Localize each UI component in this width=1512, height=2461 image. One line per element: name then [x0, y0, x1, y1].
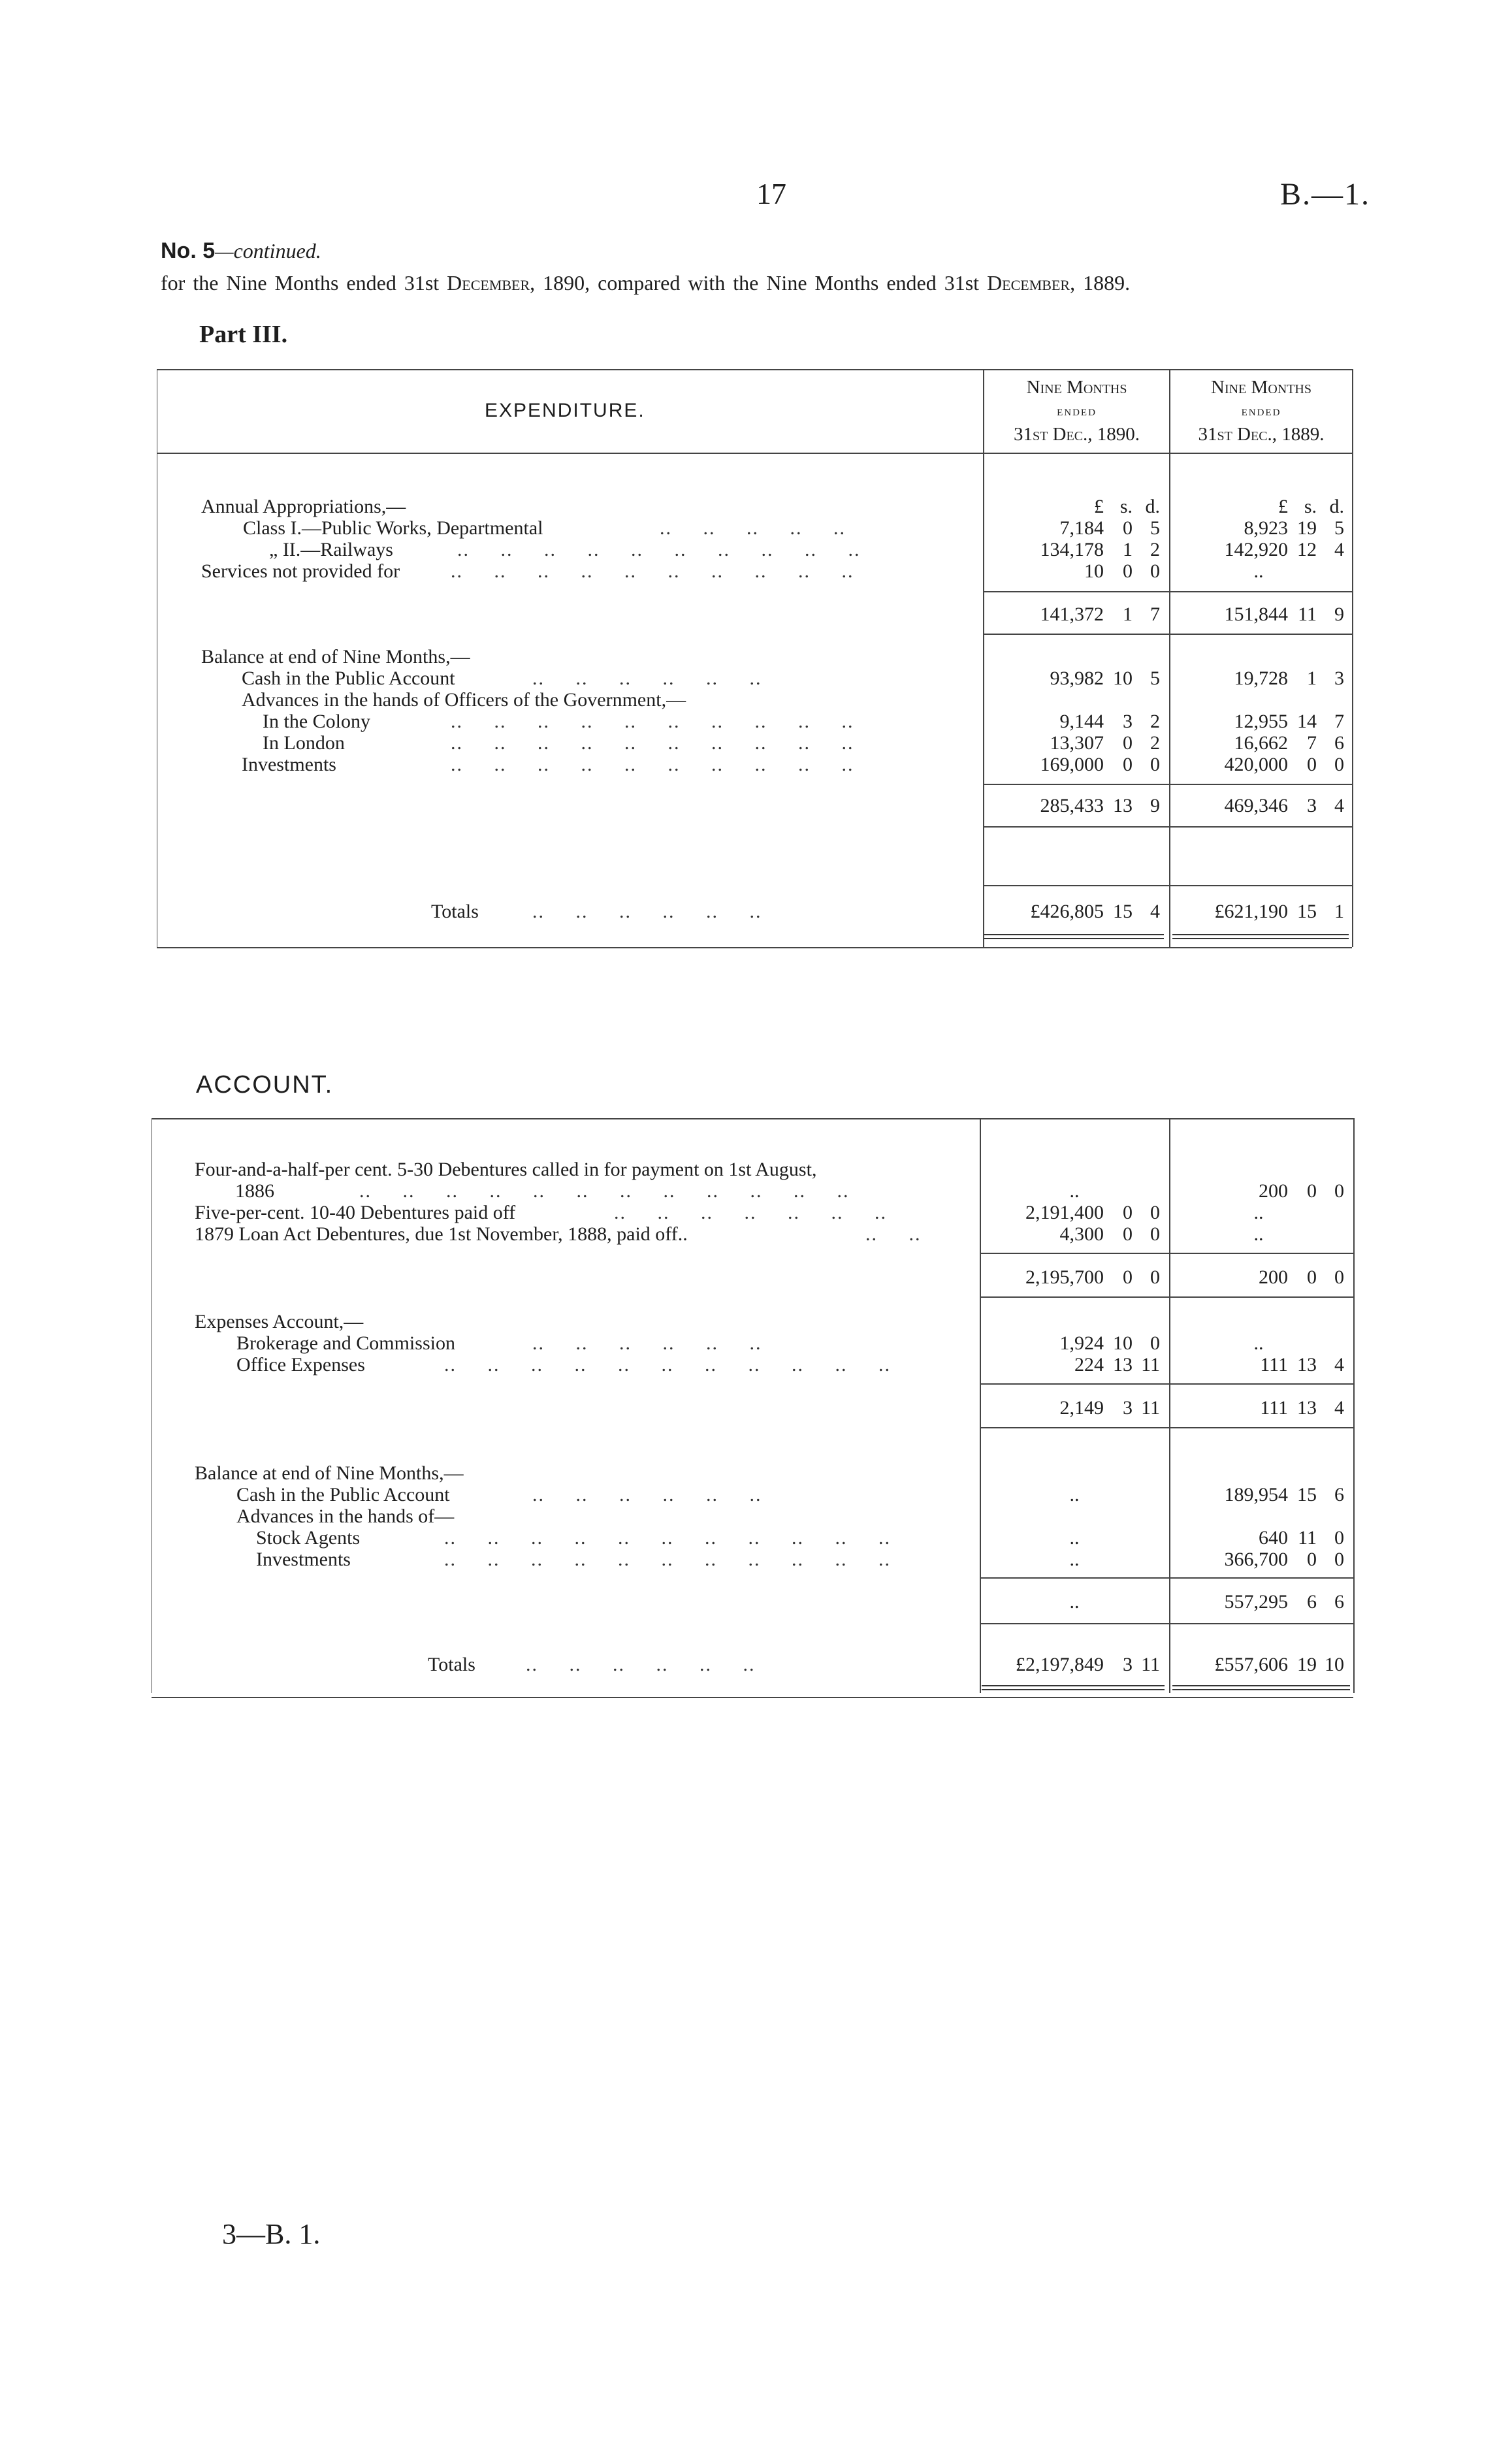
- pence: 0: [1334, 1527, 1344, 1549]
- pounds: 19,728: [1234, 668, 1288, 689]
- subtitle-month-2: December: [987, 271, 1070, 295]
- amount-class2-1889: [1174, 539, 1344, 560]
- leader-dots: .. .. .. .. .. ..: [532, 668, 762, 689]
- pounds: 1,924: [1059, 1332, 1104, 1354]
- amount-five-pct-1889: ..: [1253, 1202, 1264, 1223]
- part-heading: Part III.: [199, 321, 288, 348]
- shillings: 13: [1113, 795, 1133, 816]
- pounds: 8,923: [1244, 517, 1288, 539]
- row-label-five-pct: Five-per-cent. 10-40 Debentures paid off: [195, 1202, 516, 1223]
- shillings: 7: [1307, 732, 1317, 754]
- pence: 11: [1141, 1654, 1160, 1675]
- leader-dots: .. .. .. .. .. .. .. .. .. ..: [451, 711, 854, 732]
- pounds: 469,346: [1224, 795, 1288, 816]
- row-label-cash: Cash in the Public Account: [236, 1484, 450, 1505]
- shillings: 13: [1297, 1397, 1317, 1419]
- pence: 4: [1334, 539, 1344, 560]
- subtitle-part-a: for the Nine Months ended 31st: [161, 271, 447, 295]
- leader-dots: .. .. .. .. .. .. .. .. .. ..: [451, 560, 854, 582]
- pounds: 7,184: [1059, 517, 1104, 539]
- row-label-investments: Investments: [256, 1549, 351, 1570]
- pounds: 640: [1259, 1527, 1288, 1549]
- pounds: 142,920: [1224, 539, 1288, 560]
- pounds: 420,000: [1224, 754, 1288, 775]
- column-header-1890: [984, 376, 1169, 446]
- pence: 3: [1334, 668, 1344, 689]
- row-label-services: Services not provided for: [201, 560, 400, 582]
- col2-line1: Nine Months: [1211, 377, 1311, 398]
- subtotal-rule: [980, 1577, 1353, 1579]
- pounds: 13,307: [1050, 732, 1104, 754]
- units-row-1890: [989, 496, 1160, 517]
- amount-investments-1890: [989, 754, 1160, 775]
- shillings: 1: [1123, 539, 1133, 560]
- pounds: 111: [1260, 1354, 1288, 1375]
- leader-dots: .. .. .. .. .. .. .. .. .. ..: [451, 732, 854, 754]
- subtotal-rule: [980, 1253, 1353, 1254]
- shillings: 0: [1307, 1549, 1317, 1570]
- table-bottom-rule: [157, 947, 1352, 948]
- total-1889: [1174, 1654, 1344, 1675]
- unit-pounds: £: [1278, 496, 1288, 517]
- shillings: 0: [1123, 754, 1133, 775]
- row-label-brokerage: Brokerage and Commission: [236, 1332, 455, 1354]
- row-label-annual: Annual Appropriations,—: [201, 496, 406, 517]
- pounds: 151,844: [1224, 603, 1288, 625]
- amount-cash-1890: ..: [1069, 1484, 1080, 1505]
- table-bottom-rule: [152, 1697, 1353, 1698]
- amount-investments-1890: ..: [1069, 1549, 1080, 1570]
- amount-stock-1889: [1174, 1528, 1344, 1549]
- row-label-balance: Balance at end of Nine Months,—: [201, 646, 470, 668]
- amount-class1-1889: [1174, 518, 1344, 539]
- amount-cash-1889: [1174, 1485, 1344, 1505]
- pence: 11: [1141, 1397, 1160, 1419]
- subtotal-rule: [983, 634, 1352, 635]
- unit-shillings: s.: [1304, 496, 1317, 517]
- amount-brokerage-1889: ..: [1253, 1332, 1264, 1354]
- row-label-totals: Totals: [431, 901, 479, 922]
- table-number: No. 5: [161, 238, 216, 263]
- pounds: £2,197,849: [1016, 1654, 1104, 1675]
- pence: 0: [1334, 1266, 1344, 1288]
- subtotal1-1890: [989, 604, 1160, 625]
- subtotal2-1890: [973, 1398, 1160, 1419]
- column-divider-2: [1169, 1118, 1170, 1693]
- shillings: 3: [1307, 795, 1317, 816]
- subtotal-rule: [980, 1383, 1353, 1385]
- total-1890: [973, 1654, 1160, 1675]
- leader-dots: .. .. .. .. .. .. .. .. .. .. ..: [444, 1354, 891, 1375]
- pence: 2: [1150, 732, 1160, 754]
- pounds: 224: [1074, 1354, 1104, 1375]
- subtotal-rule: [980, 1296, 1353, 1298]
- amount-services-1890: [989, 561, 1160, 582]
- amount-london-1889: [1174, 733, 1344, 754]
- row-label-four-half: Four-and-a-half-per cent. 5-30 Debentures called in for payment on 1st August,: [195, 1159, 817, 1180]
- pence: 6: [1334, 732, 1344, 754]
- pence: 5: [1334, 517, 1344, 539]
- leader-dots: .. .. .. .. .. .. ..: [614, 1202, 887, 1223]
- amount-four-half-1889: [1174, 1181, 1344, 1202]
- pence: 4: [1334, 795, 1344, 816]
- shillings: 0: [1307, 1180, 1317, 1202]
- row-label-loan-act: 1879 Loan Act Debentures, due 1st November, 1888, paid off..: [195, 1223, 688, 1245]
- pence: 5: [1150, 517, 1160, 539]
- pence: 0: [1150, 1202, 1160, 1223]
- pounds: 93,982: [1050, 668, 1104, 689]
- footer-signature: 3—B. 1.: [222, 2218, 321, 2250]
- amount-cash-1889: [1174, 668, 1344, 689]
- total-1890: [989, 901, 1160, 922]
- pence: 11: [1141, 1354, 1160, 1375]
- row-label-class1: Class I.—Public Works, Departmental: [243, 517, 543, 539]
- expenditure-title: EXPENDITURE.: [485, 400, 645, 421]
- pounds: 189,954: [1224, 1484, 1288, 1505]
- amount-five-pct-1890: [973, 1202, 1160, 1223]
- pounds: 366,700: [1224, 1549, 1288, 1570]
- leader-dots: .. .. .. .. .. ..: [532, 901, 762, 922]
- col2-line3: 31st Dec., 1889.: [1198, 424, 1325, 445]
- unit-shillings: s.: [1119, 496, 1133, 517]
- shillings: 11: [1298, 603, 1317, 625]
- pence: 7: [1150, 603, 1160, 625]
- pounds: 134,178: [1040, 539, 1104, 560]
- unit-pence: d.: [1329, 496, 1344, 517]
- row-label-colony: In the Colony: [263, 711, 370, 732]
- table-number-heading: [161, 238, 321, 264]
- pounds: 2,191,400: [1025, 1202, 1104, 1223]
- row-label-totals: Totals: [428, 1654, 475, 1675]
- col1-line1: Nine Months: [1026, 377, 1127, 398]
- shillings: 10: [1113, 668, 1133, 689]
- pounds: 111: [1260, 1397, 1288, 1419]
- pence: 6: [1334, 1591, 1344, 1613]
- subtitle-part-c: , 1889.: [1070, 271, 1131, 295]
- subtotal-rule: [983, 826, 1352, 828]
- subtotal1-1889: [1174, 604, 1344, 625]
- leader-dots: .. .. .. .. .. .. .. .. .. ..: [457, 539, 861, 560]
- row-label-advances: Advances in the hands of Officers of the Government,—: [242, 689, 686, 711]
- shillings: 0: [1307, 754, 1317, 775]
- leader-dots: .. .. .. .. .. .. .. .. .. .. ..: [444, 1549, 891, 1570]
- leader-dots: .. .. .. .. .. .. .. .. .. .. ..: [444, 1527, 891, 1549]
- col2-line2: ended: [1241, 403, 1281, 419]
- total-1889: [1174, 901, 1344, 922]
- pence: 4: [1334, 1354, 1344, 1375]
- row-label-office: Office Expenses: [236, 1354, 365, 1375]
- amount-class2-1890: [989, 539, 1160, 560]
- pounds: 12,955: [1234, 711, 1288, 732]
- amount-colony-1890: [989, 711, 1160, 732]
- shillings: 11: [1298, 1527, 1317, 1549]
- subtitle-part-b: , 1890, compared with the Nine Months ended 31st: [530, 271, 988, 295]
- leader-dots: .. .. .. .. .. ..: [532, 1484, 762, 1505]
- pence: 5: [1150, 668, 1160, 689]
- pounds: 285,433: [1040, 795, 1104, 816]
- subtitle: [161, 271, 1130, 295]
- shillings: 0: [1123, 1266, 1133, 1288]
- column-divider-1: [983, 369, 984, 947]
- leader-dots: .. .. .. .. .. .. .. .. .. ..: [451, 754, 854, 775]
- leader-dots: .. .. .. .. .. .. .. .. .. .. .. ..: [359, 1180, 850, 1202]
- pence: 0: [1150, 1266, 1160, 1288]
- double-rule: [984, 934, 1164, 939]
- amount-office-1890: [973, 1355, 1160, 1375]
- leader-dots: .. .. .. .. .. ..: [532, 1332, 762, 1354]
- pence: 4: [1334, 1397, 1344, 1419]
- shillings: 3: [1123, 1654, 1133, 1675]
- subtotal-rule: [980, 1623, 1353, 1624]
- row-label-advances: Advances in the hands of—: [236, 1505, 455, 1527]
- pence: 6: [1334, 1484, 1344, 1505]
- pence: 10: [1325, 1654, 1344, 1675]
- pounds: 557,295: [1224, 1591, 1288, 1613]
- units-row-1889: [1174, 496, 1344, 517]
- shillings: 19: [1297, 517, 1317, 539]
- shillings: 3: [1123, 1397, 1133, 1419]
- shillings: 15: [1297, 1484, 1317, 1505]
- pence: 0: [1334, 754, 1344, 775]
- leader-dots: .. .. .. .. ..: [660, 517, 846, 539]
- amount-loan-act-1889: ..: [1253, 1223, 1264, 1245]
- column-divider-2: [1169, 369, 1170, 947]
- pence: 0: [1150, 754, 1160, 775]
- subtitle-month-1: December: [447, 271, 530, 295]
- amount-brokerage-1890: [973, 1333, 1160, 1354]
- pounds: 200: [1259, 1266, 1288, 1288]
- double-rule: [1172, 1685, 1350, 1690]
- pence: 2: [1150, 711, 1160, 732]
- pounds: 169,000: [1040, 754, 1104, 775]
- table-right-rule: [1352, 369, 1353, 947]
- table-top-rule: [157, 369, 1352, 370]
- subtotal2-1890: [989, 796, 1160, 816]
- amount-colony-1889: [1174, 711, 1344, 732]
- account-heading: ACCOUNT.: [196, 1071, 334, 1099]
- shillings: 0: [1123, 560, 1133, 582]
- shillings: 0: [1307, 1266, 1317, 1288]
- header-rule: [157, 453, 1352, 454]
- row-label-london: In London: [263, 732, 345, 754]
- pounds: 10: [1084, 560, 1104, 582]
- amount-investments-1889: [1174, 754, 1344, 775]
- subtotal-rule: [980, 1427, 1353, 1428]
- pounds: 9,144: [1059, 711, 1104, 732]
- pence: 0: [1334, 1549, 1344, 1570]
- row-label-balance: Balance at end of Nine Months,—: [195, 1462, 464, 1484]
- row-label-class2: „ II.—Railways: [269, 539, 393, 560]
- col1-line2: ended: [1057, 403, 1097, 419]
- pounds: 141,372: [1040, 603, 1104, 625]
- amount-stock-1890: ..: [1069, 1527, 1080, 1549]
- subtotal1-1890: [973, 1267, 1160, 1288]
- subtotal-rule: [983, 784, 1352, 785]
- pounds: 200: [1259, 1180, 1288, 1202]
- subtotal1-1889: [1174, 1267, 1344, 1288]
- row-label-expenses: Expenses Account,—: [195, 1311, 364, 1332]
- row-label-cash: Cash in the Public Account: [242, 668, 455, 689]
- shillings: 19: [1297, 1654, 1317, 1675]
- shillings: 12: [1297, 539, 1317, 560]
- leader-dots: .. .. .. .. .. ..: [526, 1654, 756, 1675]
- shillings: 0: [1123, 1202, 1133, 1223]
- amount-investments-1889: [1174, 1549, 1344, 1570]
- pence: 0: [1334, 1180, 1344, 1202]
- pence: 7: [1334, 711, 1344, 732]
- pence: 9: [1334, 603, 1344, 625]
- double-rule: [1172, 934, 1349, 939]
- amount-loan-act-1890: [973, 1224, 1160, 1245]
- column-header-1889: [1170, 376, 1352, 446]
- subtotal-rule: [983, 591, 1352, 592]
- shillings: 10: [1113, 1332, 1133, 1354]
- row-label-investments: Investments: [242, 754, 336, 775]
- amount-services-1889: ..: [1253, 560, 1264, 582]
- amount-office-1889: [1174, 1355, 1344, 1375]
- pence: 0: [1150, 1332, 1160, 1354]
- pence: 1: [1334, 901, 1344, 922]
- shillings: 0: [1123, 1223, 1133, 1245]
- pounds: 2,195,700: [1025, 1266, 1104, 1288]
- continued-label: —continued.: [215, 239, 321, 263]
- col1-line3: 31st Dec., 1890.: [1013, 424, 1140, 445]
- pence: 0: [1150, 1223, 1160, 1245]
- page-number: 17: [756, 177, 786, 210]
- leader-dots: .. ..: [865, 1223, 922, 1245]
- pounds: 2,149: [1059, 1397, 1104, 1419]
- amount-london-1890: [989, 733, 1160, 754]
- table-right-rule: [1353, 1118, 1355, 1693]
- subtotal2-1889: [1174, 1398, 1344, 1419]
- shillings: 13: [1113, 1354, 1133, 1375]
- unit-pounds: £: [1094, 496, 1104, 517]
- pence: 4: [1150, 901, 1160, 922]
- pence: 2: [1150, 539, 1160, 560]
- amount-class1-1890: [989, 518, 1160, 539]
- subtotal3-1890: ..: [1069, 1591, 1080, 1613]
- unit-pence: d.: [1145, 496, 1160, 517]
- subtotal3-1889: [1174, 1592, 1344, 1613]
- shillings: 0: [1123, 517, 1133, 539]
- shillings: 1: [1307, 668, 1317, 689]
- shillings: 0: [1123, 732, 1133, 754]
- subtotal-rule: [983, 885, 1352, 886]
- pounds: 16,662: [1234, 732, 1288, 754]
- subtotal2-1889: [1174, 796, 1344, 816]
- shillings: 13: [1297, 1354, 1317, 1375]
- pounds: £557,606: [1214, 1654, 1288, 1675]
- table-top-rule: [152, 1118, 1353, 1119]
- pounds: £621,190: [1214, 901, 1288, 922]
- amount-cash-1890: [989, 668, 1160, 689]
- shillings: 3: [1123, 711, 1133, 732]
- double-rule: [982, 1685, 1165, 1690]
- shillings: 15: [1113, 901, 1133, 922]
- pence: 9: [1150, 795, 1160, 816]
- pounds: £426,805: [1030, 901, 1104, 922]
- amount-four-half-1890: ..: [1069, 1180, 1080, 1202]
- document-reference: B.—1.: [1280, 177, 1371, 212]
- pounds: 4,300: [1059, 1223, 1104, 1245]
- shillings: 6: [1307, 1591, 1317, 1613]
- shillings: 1: [1123, 603, 1133, 625]
- shillings: 14: [1297, 711, 1317, 732]
- row-label-year: 1886: [235, 1180, 274, 1202]
- pence: 0: [1150, 560, 1160, 582]
- row-label-stock-agents: Stock Agents: [256, 1527, 361, 1549]
- shillings: 15: [1297, 901, 1317, 922]
